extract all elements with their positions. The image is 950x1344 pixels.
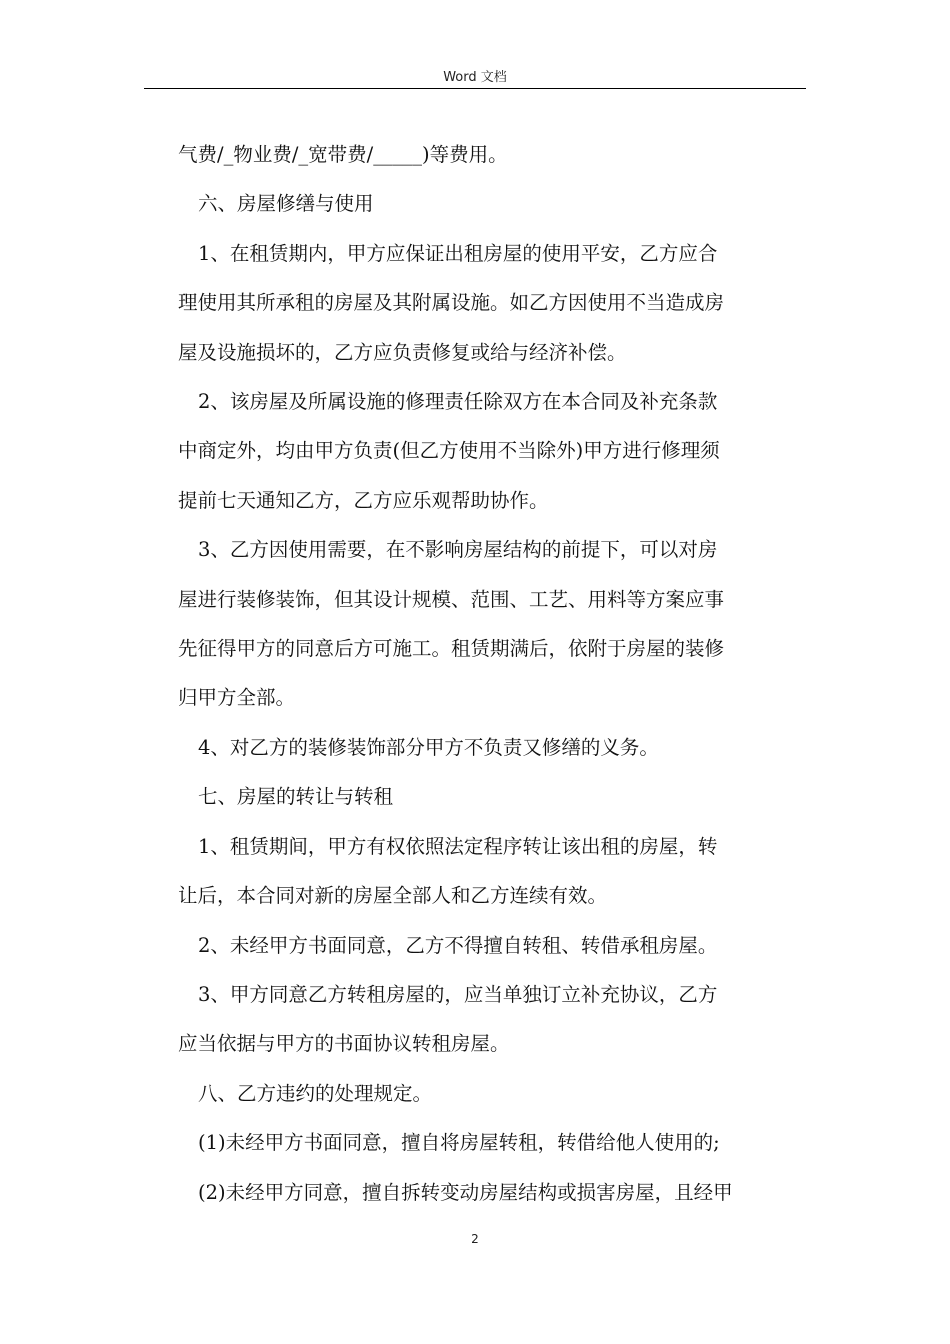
paragraph (178, 377, 806, 525)
text-line: 提前七天通知乙方，乙方应乐观帮助协作。 (178, 488, 549, 512)
paragraph (178, 822, 806, 921)
text-line: 六、房屋修缮与使用 (198, 192, 374, 216)
paragraph (178, 1168, 806, 1217)
text-line: 4、对乙方的装修装饰部分甲方不负责又修缮的义务。 (198, 735, 659, 759)
text-line: 七、房屋的转让与转租 (198, 785, 394, 809)
paragraph (178, 1118, 806, 1167)
text-line: (1)未经甲方书面同意，擅自将房屋转租，转借给他人使用的; (198, 1131, 720, 1155)
text-line: 让后，本合同对新的房屋全部人和乙方连续有效。 (178, 884, 608, 908)
text-line: 应当依据与甲方的书面协议转租房屋。 (178, 1032, 510, 1056)
text-line: 先征得甲方的同意后方可施工。租赁期满后，依附于房屋的装修 (178, 637, 725, 661)
text-line: 理使用其所承租的房屋及其附属设施。如乙方因使用不当造成房 (178, 291, 725, 315)
paragraph (178, 229, 806, 377)
text-line: 屋及设施损坏的，乙方应负责修复或给与经济补偿。 (178, 340, 627, 364)
text-line: 八、乙方违约的处理规定。 (198, 1081, 433, 1105)
page-number: 2 (471, 1232, 479, 1246)
text-line: 2、未经甲方书面同意，乙方不得擅自转租、转借承租房屋。 (198, 933, 718, 957)
text-line: 归甲方全部。 (178, 686, 296, 710)
paragraph (178, 525, 806, 723)
paragraph (178, 1069, 806, 1118)
paragraph (178, 772, 806, 821)
paragraph (178, 970, 806, 1069)
paragraph (178, 723, 806, 772)
document-body (178, 130, 806, 1217)
text-line: 3、乙方因使用需要，在不影响房屋结构的前提下，可以对房 (198, 538, 718, 562)
text-line: 中商定外，均由甲方负责(但乙方使用不当除外)甲方进行修理须 (178, 439, 720, 463)
page-header-title: Word 文档 (443, 70, 507, 85)
text-line: (2)未经甲方同意，擅自拆转变动房屋结构或损害房屋，且经甲 (198, 1180, 733, 1204)
text-line: 2、该房屋及所属设施的修理责任除双方在本合同及补充条款 (198, 390, 718, 414)
text-line: 气费/_物业费/_宽带费/_____)等费用。 (178, 143, 508, 166)
text-line: 3、甲方同意乙方转租房屋的，应当单独订立补充协议，乙方 (198, 982, 718, 1006)
text-line: 1、租赁期间，甲方有权依照法定程序转让该出租的房屋，转 (198, 834, 718, 858)
paragraph (178, 130, 806, 179)
text-line: 屋进行装修装饰，但其设计规模、范围、工艺、用料等方案应事 (178, 587, 725, 611)
paragraph (178, 921, 806, 970)
text-line: 1、在租赁期内，甲方应保证出租房屋的使用平安，乙方应合 (198, 241, 718, 265)
paragraph (178, 179, 806, 228)
header-divider (144, 88, 806, 89)
